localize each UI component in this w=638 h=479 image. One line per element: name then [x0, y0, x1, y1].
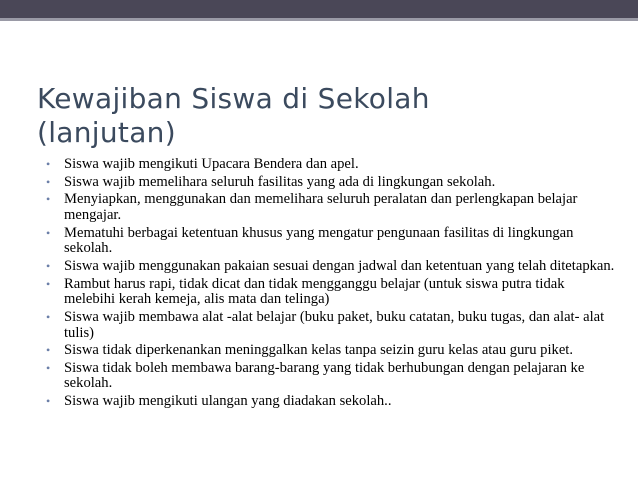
bullet-list — [46, 157, 616, 412]
bullet-item — [46, 226, 616, 257]
bullet-text: Siswa wajib mengikuti ulangan yang diadakan sekolah.. — [64, 393, 392, 410]
bullet-text: Mematuhi berbagai ketentuan khusus yang mengatur pengunaan fasilitas di lingkungan sekolah. — [64, 224, 574, 257]
bullet-text: Siswa wajib menggunakan pakaian sesuai dengan jadwal dan ketentuan yang telah ditetapkan. — [64, 257, 615, 274]
bullet-text: Rambut harus rapi, tidak dicat dan tidak mengganggu belajar (untuk siswa putra tidak melebihi kerah kemeja, alis mata dan telinga) — [64, 275, 565, 308]
top-banner — [0, 0, 638, 18]
bullet-text: Siswa tidak diperkenankan meninggalkan kelas tanpa seizin guru kelas atau guru piket. — [64, 342, 574, 359]
bullet-icon: • — [46, 157, 51, 171]
bullet-text: Siswa tidak boleh membawa barang-barang yang tidak berhubungan dengan pelajaran ke sekolah. — [64, 359, 585, 392]
bullet-item — [46, 361, 616, 392]
bullet-icon: • — [46, 343, 51, 358]
bullet-icon: • — [46, 394, 51, 409]
bullet-icon: • — [46, 192, 51, 207]
bullet-item — [46, 259, 616, 275]
bullet-icon: • — [46, 174, 51, 189]
slide-title-line-1: Kewajiban Siswa di Sekolah — [37, 82, 430, 115]
bullet-icon: • — [46, 276, 51, 291]
bullet-icon: • — [46, 258, 51, 273]
bullet-text: Siswa wajib memelihara seluruh fasilitas yang ada di lingkungan sekolah. — [64, 173, 496, 190]
bullet-item — [46, 175, 616, 191]
bullet-item — [46, 310, 616, 341]
bullet-item — [46, 192, 616, 223]
bullet-text: Siswa wajib membawa alat -alat belajar (buku paket, buku catatan, buku tugas, dan alat- alat tulis) — [64, 308, 605, 341]
bullet-text: Siswa wajib mengikuti Upacara Bendera dan apel. — [64, 156, 359, 172]
bullet-text: Menyiapkan, menggunakan dan memelihara seluruh peralatan dan perlengkapan belajar mengajar. — [64, 191, 578, 223]
bullet-item — [46, 277, 616, 308]
slide-title — [37, 82, 597, 150]
slide-title-line-2: (lanjutan) — [37, 116, 176, 149]
bullet-icon: • — [46, 360, 51, 375]
bullet-item — [46, 157, 616, 173]
bullet-icon: • — [46, 309, 51, 324]
bullet-icon: • — [46, 225, 51, 240]
bullet-item — [46, 343, 616, 359]
bullet-item — [46, 394, 616, 410]
accent-line — [0, 18, 638, 21]
